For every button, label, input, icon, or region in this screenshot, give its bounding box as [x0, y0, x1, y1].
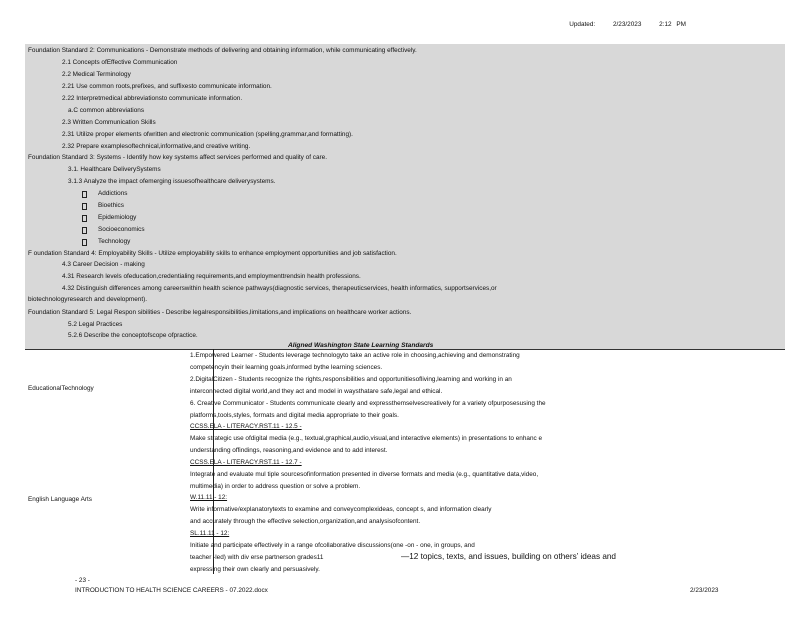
- standard-text-line: and accurately through the effective selection,organization,and analysisofcontent.: [190, 518, 421, 525]
- standard-line: 5.2.6 Describe the conceptofscope ofpractice.: [68, 332, 198, 339]
- standard-line: Foundation Standard 5: Legal Respon sibilities - Describe legalresponsibilities,limitations,and implications on healthcare worker actions.: [28, 309, 412, 316]
- standard-text-line: interconnected digital world,and they act and model in waysthatare safe,legal and ethical.: [190, 388, 443, 395]
- standard-line: F oundation Standard 4: Employability Skills - Utilize employability skills to enhance employment opportunities and job satisfaction.: [28, 250, 397, 257]
- document-name: INTRODUCTION TO HEALTH SCIENCE CAREERS - 07.2022.docx: [75, 587, 268, 594]
- bullet-box-icon: [82, 203, 87, 210]
- standard-text-line: Write informative/explanatorytexts to examine and conveycomplexideas, concept s, and information clearly: [190, 506, 492, 513]
- standard-text-line: expressing their own clearly and persuasively.: [190, 566, 320, 573]
- standard-line: 2.1 Concepts ofEffective Communication: [62, 59, 178, 66]
- standard-text-line: teacher -led) with div erse partnerson grades11: [190, 554, 324, 561]
- standard-text-line: —12 topics, texts, and issues, building on others’ ideas and: [401, 552, 616, 561]
- standard-code: W.11.11 - 12:: [190, 494, 228, 501]
- updated-label: Updated:: [569, 21, 596, 28]
- standard-line: a.C common abbreviations: [68, 107, 145, 114]
- standard-line: biotechnologyresearch and development).: [28, 296, 148, 303]
- page-number: - 23 -: [75, 577, 90, 584]
- standard-line: 4.31 Research levels ofeducation,credentialing requirements,and employmenttrendsin health professions.: [62, 273, 361, 280]
- standard-code: SL.11.11 - 12:: [190, 530, 230, 537]
- subject-label: English Language Arts: [28, 496, 92, 503]
- bullet-item: Socioeconomics: [98, 226, 145, 233]
- standard-code: CCSS.ELA - LITERACY.RST.11 - 12.7 -: [190, 459, 302, 466]
- standard-line: 4.32 Distinguish differences among careerswithin health science pathways(diagnostic services, therapeuticservices, health informatics, supportservices,or: [62, 285, 497, 292]
- standard-text-line: Make strategic use ofdigital media (e.g., textual,graphical,audio,visual,and interactive elements) in presentations to enhanc e: [190, 435, 543, 442]
- standard-line: 3.1. Healthcare DeliverySystems: [68, 166, 161, 173]
- bullet-box-icon: [82, 191, 87, 198]
- bullet-item: Addictions: [98, 190, 128, 197]
- updated-date: 2/23/2023: [612, 21, 642, 28]
- standard-text-line: competencyin their learning goals,informed bythe learning sciences.: [190, 364, 383, 371]
- bullet-item: Epidemiology: [98, 214, 137, 221]
- standard-line: 2.22 Interpretmedical abbreviationsto communicate information.: [62, 95, 243, 102]
- updated-time: 2:12: [659, 21, 672, 28]
- standard-line: 2.2 Medical Terminology: [62, 71, 131, 78]
- standard-text-line: platforms,tools,styles, formats and digital media appropriate to their goals.: [190, 412, 399, 419]
- standard-line: 2.3 Written Communication Skills: [62, 119, 156, 126]
- bullet-box-icon: [82, 227, 87, 234]
- standard-text-line: Initiate and participate effectively in a range ofcollaborative discussions(one -on - one, in groups, and: [190, 542, 475, 549]
- standard-line: 3.1.3 Analyze the impact ofemerging issuesofhealthcare deliverysystems.: [68, 178, 276, 185]
- standard-line: Foundation Standard 3: Systems - Identify how key systems affect services performed and quality of care.: [28, 154, 327, 161]
- standard-text-line: multimedia) in order to address question or solve a problem.: [190, 483, 361, 490]
- standard-line: 5.2 Legal Practices: [68, 321, 123, 328]
- subject-label: EducationalTechnology: [28, 385, 94, 392]
- bullet-box-icon: [82, 215, 87, 222]
- bullet-box-icon: [82, 239, 87, 246]
- updated-ampm: PM: [676, 21, 686, 28]
- standard-line: 2.21 Use common roots,prefixes, and suffixesto communicate information.: [62, 83, 272, 90]
- standard-text-line: 6. Creative Communicator - Students communicate clearly and expressthemselvescreatively for a variety ofpurposesusing the: [190, 400, 546, 407]
- standard-line: 2.32 Prepare examplesoftechnical,informative,and creative writing.: [62, 143, 251, 150]
- standard-line: Foundation Standard 2: Communications - Demonstrate methods of delivering and obtaining information, while communicating effectively.: [28, 47, 417, 54]
- aligned-standards-heading: Aligned Washington State Learning Standards: [288, 342, 434, 349]
- bullet-item: Technology: [98, 238, 131, 245]
- standard-text-line: Integrate and evaluate mul tiple sourcesofinformation presented in diverse formats and media (e.g., quantitative data,video,: [190, 471, 539, 478]
- standard-text-line: 1.Empowered Learner - Students leverage technologyto take an active role in choosing,achieving and demonstrating: [190, 352, 520, 359]
- standard-line: 2.31 Utilize proper elements ofwritten and electronic communication (spelling,grammar,and formatting).: [62, 131, 353, 138]
- footer-date: 2/23/2023: [690, 587, 719, 594]
- standard-text-line: understanding offindings, reasoning,and evidence and to add interest.: [190, 447, 388, 454]
- standard-text-line: 2.DigitalCitizen - Students recognize the rights,responsibilities and opportunitiesofliving,learning and working in an: [190, 376, 512, 383]
- bullet-item: Bioethics: [98, 202, 124, 209]
- standard-line: 4.3 Career Decision - making: [62, 261, 145, 268]
- updated-header: [553, 22, 686, 28]
- standard-code: CCSS.ELA - LITERACY.RST.11 - 12.5 -: [190, 423, 302, 430]
